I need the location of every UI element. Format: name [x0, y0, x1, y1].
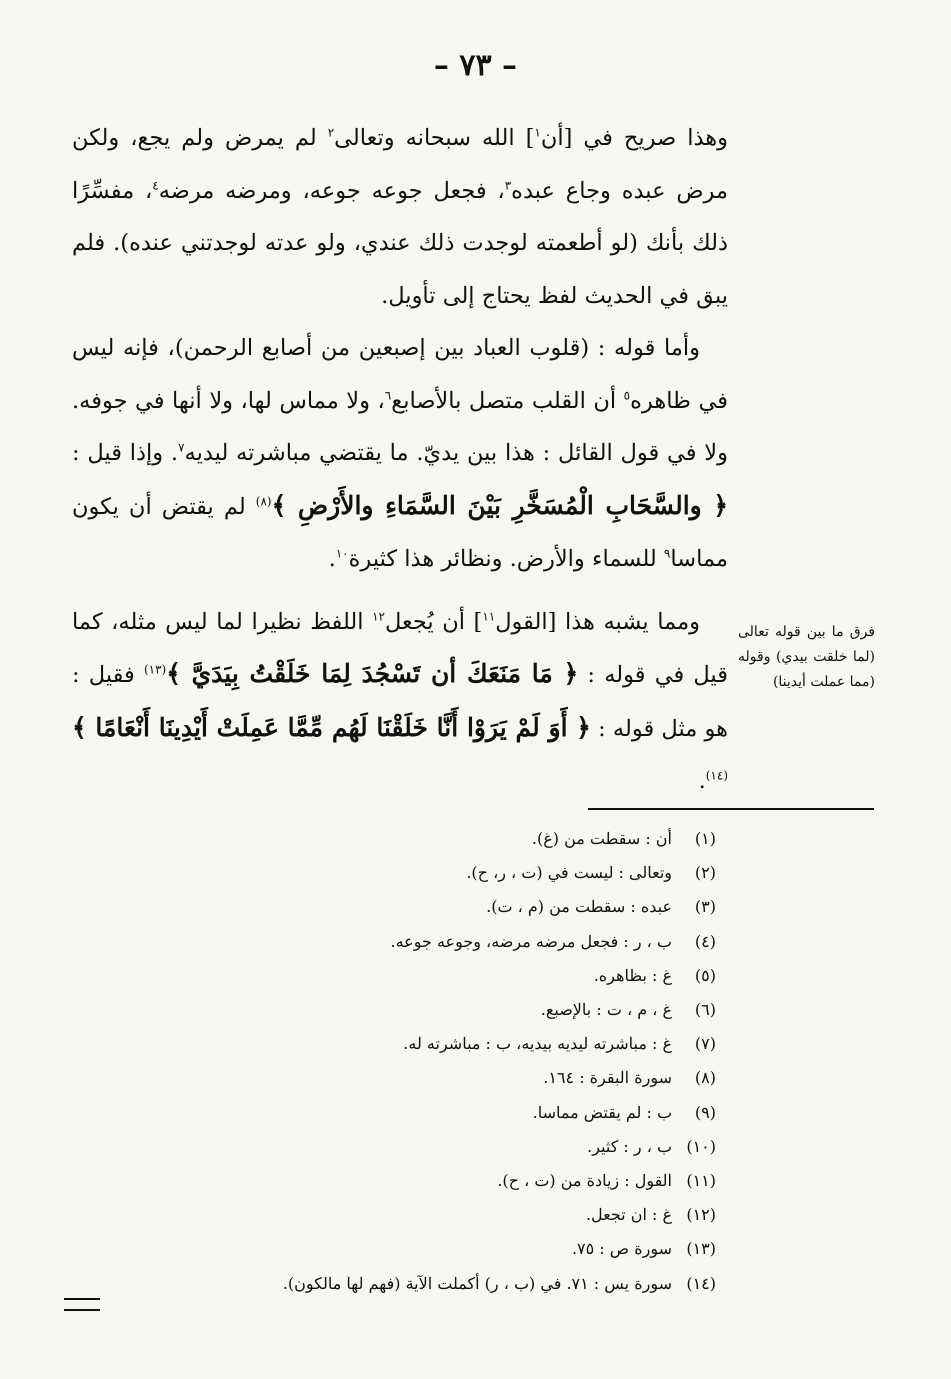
quran-verse: ﴿ مَا مَنَعَكَ أن تَسْجُدَ لِمَا خَلَقْتُ بِيَدَيَّ ﴾ [166, 659, 579, 688]
text-run: ، ولا مماس لها، ولا أنها في جوفه. ولا في قول القائل : هذا بين يديّ. ما يقتضي مباشرته ليديه [72, 387, 728, 466]
footnote-ref: ٩ [663, 546, 671, 561]
paragraph-1 [72, 112, 728, 322]
text-run: اللفظ نظيرا لما ليس مثله، كما قيل في قوله : [72, 608, 728, 688]
quran-verse: ﴿ والسَّحَابِ الْمُسَخَّرِ بَيْنَ السَّمَاءِ والأَرْضِ ﴾ [271, 490, 729, 520]
footnote-number: (١١) [686, 1171, 716, 1191]
footnote-ref: ٢ [327, 125, 335, 140]
footnote-text: سورة يس : ٧١. في (ب ، ر) أكملت الآية (فهم لها مالكون). [282, 1273, 672, 1293]
footnote-item [150, 1096, 716, 1130]
footnote-number: (٢) [694, 863, 716, 883]
footnote-ref: ١٢ [372, 609, 385, 623]
main-text [72, 112, 728, 808]
footnote-text: غ : ان تجعل. [585, 1205, 672, 1225]
text-run: . [698, 768, 706, 794]
footnote-number: (١) [694, 829, 716, 848]
footnote-number: (١٢) [686, 1205, 716, 1225]
paragraph-2 [72, 322, 728, 586]
text-run: . [328, 546, 336, 572]
text-run: ، مفسِّرًا ذلك بأنك (لو أطعمته لوجدت ذلك عندي، ولو عدته لوجدتني عنده). فلم يبق في الحديث لفظ يحتاج إلى تأويل. [72, 177, 728, 309]
text-run: وهذا صريح في [أن [540, 125, 728, 151]
text-run: لم يمرض ولم يجع، ولكن مرض عبده وجاع عبده [72, 125, 728, 204]
footnote-number: (٣) [694, 897, 716, 917]
text-run: ] الله سبحانه وتعالى [334, 125, 535, 151]
footnote-text: سورة ص : ٧٥. [571, 1239, 672, 1259]
footnote-ref: (١٤) [705, 768, 728, 783]
footnote-number: (٥) [694, 965, 716, 985]
footnote-number: (٤) [694, 931, 716, 951]
footnote-number: (١٣) [686, 1239, 716, 1259]
footnote-ref: ٦ [384, 388, 392, 402]
footnote-item [150, 959, 716, 993]
footnote-number: (١٤) [686, 1273, 716, 1293]
footnote-item [150, 993, 716, 1027]
footnote-text: ب ، ر : فجعل مرضه مرضه، وجوعه جوعه. [390, 931, 672, 951]
text-run: . وإذا قيل : [72, 440, 179, 466]
text-run: فقيل : هو مثل قوله : [72, 662, 728, 742]
footnote-number: (٩) [694, 1102, 716, 1122]
footnote-number: (٦) [694, 1000, 716, 1020]
quran-verse: ﴿ أَوَ لَمْ يَرَوْا أَنَّا خَلَقْنَا لَهُم مِّمَّا عَمِلَتْ أَيْدِينَا أَنْعَامًا ﴾ [72, 712, 591, 742]
footnote-ref: (٨) [255, 494, 272, 508]
footnote-number: (٧) [694, 1034, 716, 1054]
footnote-item [150, 1198, 716, 1232]
footnote-text: عبده : سقطت من (م ، ت). [486, 897, 672, 917]
text-run: للسماء والأرض. ونظائر هذا كثيرة [348, 546, 664, 572]
paragraph-3 [72, 596, 728, 808]
footnote-text: غ : بظاهره. [593, 965, 672, 985]
footnote-item [150, 890, 716, 924]
footnote-text: أن : سقطت من (غ). [531, 829, 672, 848]
text-run: لم يقتض أن يكون مماسا [72, 493, 728, 572]
footnote-separator [588, 808, 874, 810]
footnotes-list [150, 822, 716, 1301]
text-run: وأما قوله : (قلوب العباد بين إصبعين من أصابع الرحمن)، فإنه ليس في ظاهره [72, 335, 728, 414]
footnote-item [150, 1130, 716, 1164]
footnote-ref: ٧ [178, 440, 185, 455]
footnote-ref: ٥ [623, 388, 631, 402]
footnote-ref: ٤ [152, 178, 159, 192]
footnote-text: غ : مباشرته ليديه بيديه، ب : مباشرته له. [403, 1034, 672, 1054]
text-run: أن القلب متصل بالأصابع [391, 387, 624, 414]
footnote-number: (١٠) [686, 1136, 716, 1156]
footnote-text: ب ، ر : كثير. [587, 1136, 672, 1156]
footnote-ref: ٣ [504, 178, 512, 192]
footnote-text: ب : لم يقتض مماسا. [532, 1102, 672, 1122]
text-run: ] أن يُجعل [384, 608, 483, 635]
footnote-item [150, 856, 716, 890]
footnote-item [150, 822, 716, 856]
footnote-ref: ١٠ [335, 546, 349, 561]
footnote-ref: (١٣) [143, 662, 167, 677]
footnote-item [150, 1164, 716, 1198]
footnote-item [150, 1232, 716, 1266]
end-mark [64, 1298, 100, 1311]
footnote-number: (٨) [694, 1068, 716, 1088]
footnote-text: سورة البقرة : ١٦٤. [543, 1068, 672, 1088]
footnote-ref: ١١ [482, 609, 496, 623]
margin-note: فرق ما بين قوله تعالى (لما خلقت بيدي) وقوله (مما عملت أيدينا) [738, 624, 875, 690]
footnote-item [150, 925, 716, 959]
footnote-item [150, 1061, 716, 1095]
text-run: ، فجعل جوعه جوعه، ومرضه مرضه [158, 177, 505, 204]
footnote-item [150, 1267, 716, 1301]
footnote-item [150, 1027, 716, 1061]
page-number: – ٧٣ – [433, 48, 518, 83]
footnote-ref: ١ [534, 125, 541, 140]
footnote-text: غ ، م ، ت : بالإصبع. [540, 1000, 672, 1020]
text-run: ومما يشبه هذا [القول [495, 608, 701, 635]
footnote-text: القول : زيادة من (ت ، ح). [497, 1171, 672, 1191]
footnote-text: وتعالى : ليست في (ت ، ر، ح). [466, 863, 672, 883]
